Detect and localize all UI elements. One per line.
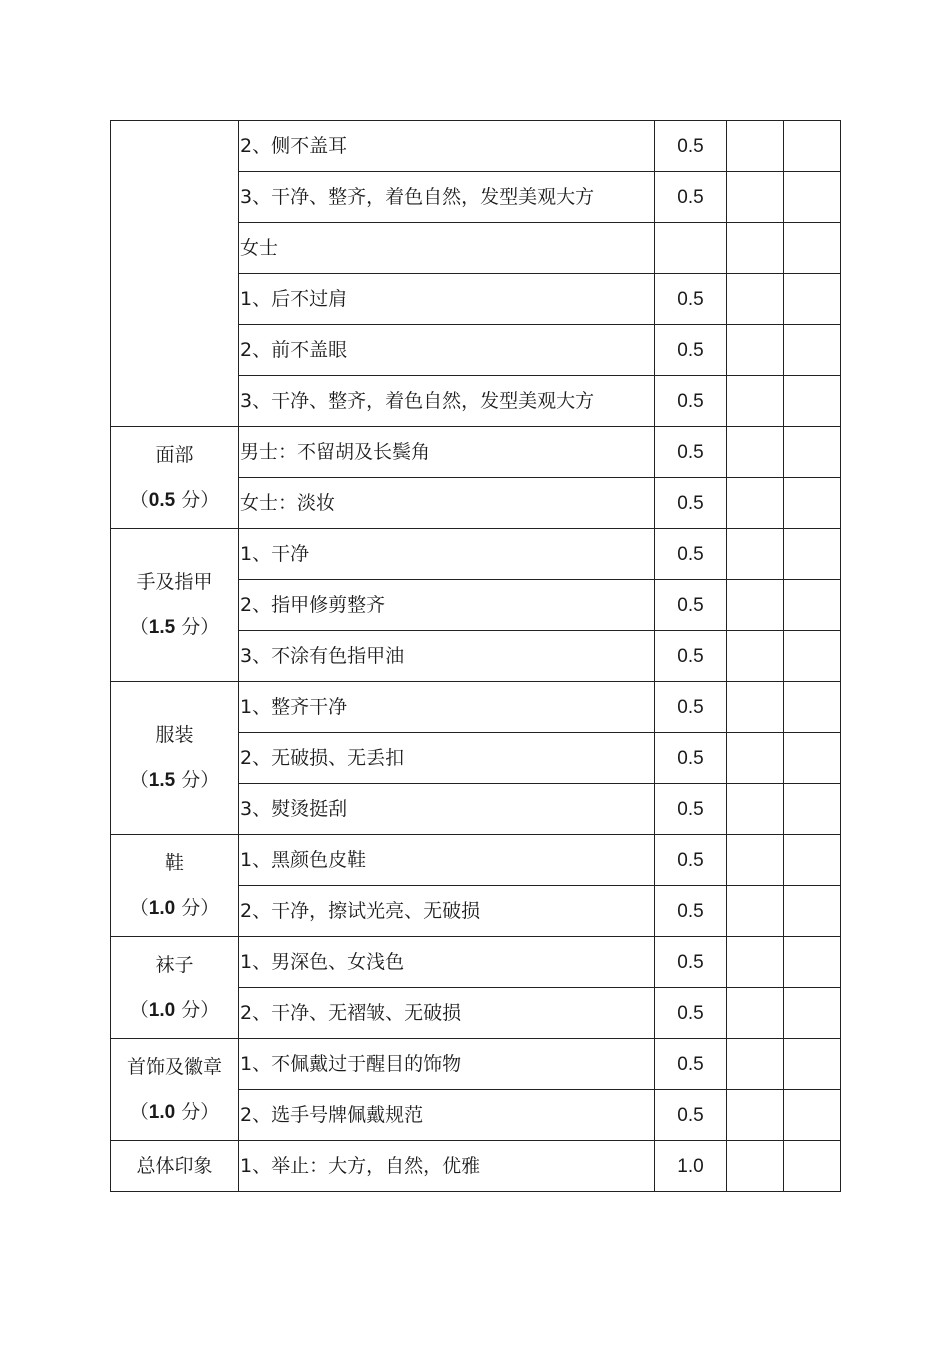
item-cell: 1、举止：大方，自然，优雅 <box>239 1141 655 1192</box>
points-cell: 0.5 <box>655 427 727 478</box>
category-cell-hair <box>111 121 239 427</box>
points-cell: 0.5 <box>655 733 727 784</box>
score-cell[interactable] <box>727 733 784 784</box>
score-cell[interactable] <box>727 886 784 937</box>
score-cell[interactable] <box>784 529 841 580</box>
table-row <box>111 529 841 580</box>
item-cell: 男士：不留胡及长鬓角 <box>239 427 655 478</box>
points-cell: 0.5 <box>655 631 727 682</box>
score-cell[interactable] <box>727 835 784 886</box>
points-cell: 0.5 <box>655 580 727 631</box>
points-cell: 0.5 <box>655 835 727 886</box>
item-cell: 2、干净、无褶皱、无破损 <box>239 988 655 1039</box>
category-cell-socks <box>111 937 239 1039</box>
item-cell: 3、不涂有色指甲油 <box>239 631 655 682</box>
score-cell[interactable] <box>784 733 841 784</box>
points-cell: 0.5 <box>655 1039 727 1090</box>
table-row <box>111 682 841 733</box>
category-score: （1.0 分） <box>129 1100 220 1123</box>
score-cell[interactable] <box>784 121 841 172</box>
score-cell[interactable] <box>727 682 784 733</box>
score-cell[interactable] <box>727 121 784 172</box>
table-row <box>111 835 841 886</box>
item-cell: 2、侧不盖耳 <box>239 121 655 172</box>
item-cell: 女士：淡妆 <box>239 478 655 529</box>
category-title: 鞋 <box>164 851 184 874</box>
score-cell[interactable] <box>727 274 784 325</box>
score-cell[interactable] <box>784 1090 841 1141</box>
score-cell[interactable] <box>727 325 784 376</box>
category-cell-clothes <box>111 682 239 835</box>
table-row <box>111 1141 841 1192</box>
score-cell[interactable] <box>727 427 784 478</box>
score-cell[interactable] <box>727 376 784 427</box>
category-score: （1.5 分） <box>129 769 220 791</box>
score-cell[interactable] <box>784 580 841 631</box>
score-cell[interactable] <box>784 172 841 223</box>
points-cell: 0.5 <box>655 529 727 580</box>
score-cell[interactable] <box>727 631 784 682</box>
score-cell[interactable] <box>727 478 784 529</box>
category-cell-accessories <box>111 1039 239 1141</box>
score-cell[interactable] <box>784 1039 841 1090</box>
item-cell: 2、前不盖眼 <box>239 325 655 376</box>
points-cell: 0.5 <box>655 376 727 427</box>
item-cell: 2、无破损、无丢扣 <box>239 733 655 784</box>
category-title: 手及指甲 <box>136 571 213 593</box>
points-cell: 0.5 <box>655 988 727 1039</box>
category-score: （1.5 分） <box>129 616 220 638</box>
points-cell: 0.5 <box>655 478 727 529</box>
score-cell[interactable] <box>784 1141 841 1192</box>
item-cell: 1、整齐干净 <box>239 682 655 733</box>
category-score: （1.0 分） <box>129 896 220 919</box>
score-cell[interactable] <box>784 886 841 937</box>
category-cell-hands <box>111 529 239 682</box>
score-cell[interactable] <box>784 427 841 478</box>
points-cell: 0.5 <box>655 784 727 835</box>
points-cell: 0.5 <box>655 172 727 223</box>
item-cell: 3、干净、整齐，着色自然，发型美观大方 <box>239 172 655 223</box>
score-cell[interactable] <box>727 172 784 223</box>
category-cell-shoes <box>111 835 239 937</box>
table-row <box>111 121 841 172</box>
score-cell[interactable] <box>784 682 841 733</box>
score-cell[interactable] <box>784 631 841 682</box>
score-cell[interactable] <box>784 988 841 1039</box>
score-cell[interactable] <box>784 937 841 988</box>
item-cell: 2、选手号牌佩戴规范 <box>239 1090 655 1141</box>
item-cell: 1、干净 <box>239 529 655 580</box>
points-cell: 0.5 <box>655 682 727 733</box>
score-cell[interactable] <box>727 1039 784 1090</box>
item-cell: 1、后不过肩 <box>239 274 655 325</box>
grooming-score-table <box>110 120 841 1192</box>
points-cell: 0.5 <box>655 937 727 988</box>
category-score: （1.0 分） <box>129 998 220 1021</box>
score-cell[interactable] <box>784 376 841 427</box>
item-cell: 2、指甲修剪整齐 <box>239 580 655 631</box>
score-cell[interactable] <box>727 937 784 988</box>
item-cell: 1、不佩戴过于醒目的饰物 <box>239 1039 655 1090</box>
item-cell: 3、熨烫挺刮 <box>239 784 655 835</box>
points-cell: 0.5 <box>655 121 727 172</box>
category-cell-face <box>111 427 239 529</box>
score-cell[interactable] <box>727 1141 784 1192</box>
points-cell: 0.5 <box>655 886 727 937</box>
table-row <box>111 1039 841 1090</box>
table-row <box>111 937 841 988</box>
score-cell[interactable] <box>784 784 841 835</box>
score-cell[interactable] <box>727 784 784 835</box>
item-cell: 2、干净，擦试光亮、无破损 <box>239 886 655 937</box>
category-score: （0.5 分） <box>129 488 220 511</box>
points-cell <box>655 223 727 274</box>
points-cell: 0.5 <box>655 1090 727 1141</box>
score-cell[interactable] <box>727 223 784 274</box>
category-title: 首饰及徽章 <box>126 1055 222 1078</box>
points-cell: 1.0 <box>655 1141 727 1192</box>
table-row <box>111 427 841 478</box>
score-cell[interactable] <box>784 478 841 529</box>
score-cell[interactable] <box>784 835 841 886</box>
score-cell[interactable] <box>727 580 784 631</box>
points-cell: 0.5 <box>655 325 727 376</box>
item-cell: 女士 <box>239 223 655 274</box>
score-cell[interactable] <box>727 988 784 1039</box>
score-cell[interactable] <box>727 1090 784 1141</box>
category-title: 面部 <box>155 443 194 466</box>
item-cell: 1、黑颜色皮鞋 <box>239 835 655 886</box>
item-cell: 1、男深色、女浅色 <box>239 937 655 988</box>
score-cell[interactable] <box>784 325 841 376</box>
score-cell[interactable] <box>784 223 841 274</box>
category-cell-overall: 总体印象 <box>111 1141 239 1192</box>
item-cell: 3、干净、整齐，着色自然，发型美观大方 <box>239 376 655 427</box>
score-cell[interactable] <box>727 529 784 580</box>
category-title: 袜子 <box>155 953 194 976</box>
score-cell[interactable] <box>784 274 841 325</box>
category-title: 服装 <box>155 724 194 746</box>
points-cell: 0.5 <box>655 274 727 325</box>
